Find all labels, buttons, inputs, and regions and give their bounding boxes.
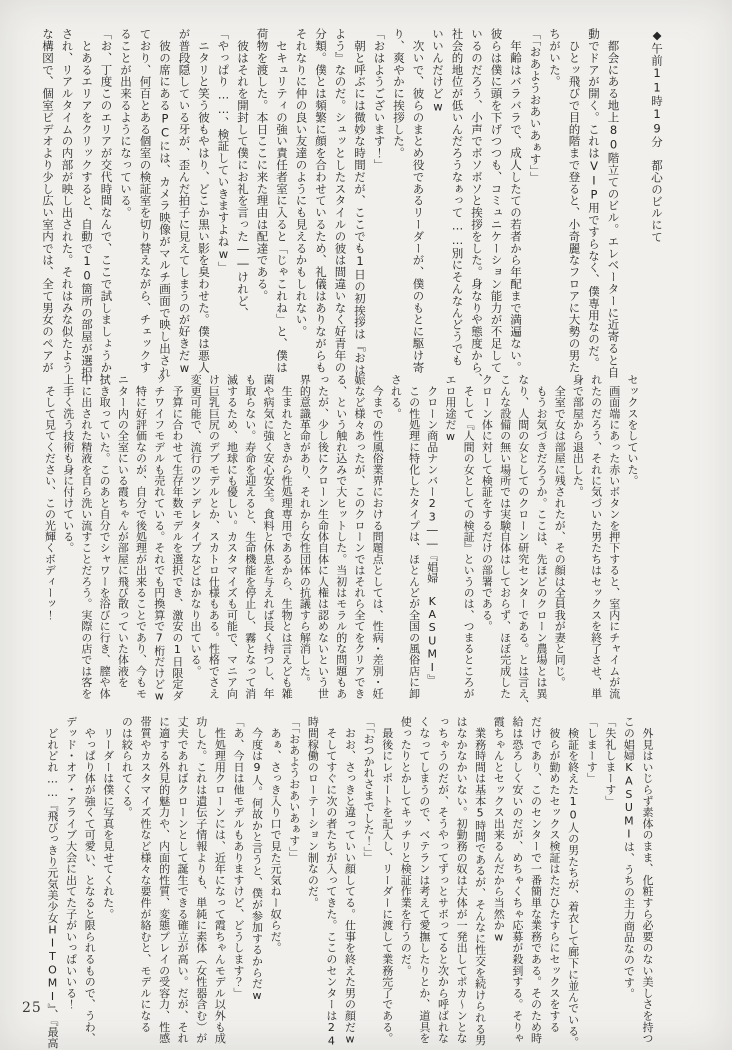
text-column: 社会的地位が低いんだろうなぁって……別にそんなんどうでも	[450, 28, 465, 367]
text-column: ており、何百とある個室の検証室を切り替えながら、チェックす	[138, 28, 153, 374]
text-column: ることが出来るようになっている。	[119, 28, 133, 219]
text-column: が普段隠している牙が、歪んだ拍子に見えてしまうのが好きだw	[177, 28, 192, 376]
text-column: リーダーは僕に写真を見せてくれた。	[101, 716, 115, 920]
text-column: も取らない。寿命を迎えると、生命機能を停止し、霧となって消	[243, 374, 257, 699]
text-column: 身で部屋から退出した。	[571, 374, 585, 498]
text-column: クローン体に対して検証をするだけの部署である。	[480, 374, 494, 632]
text-column: エロ用途だw	[443, 374, 457, 444]
text-column: 次いで、彼らのまとめ役であるリーダーが、僕のもとに駆け寄	[411, 28, 426, 374]
text-column: 「おはようございます！」	[372, 28, 387, 171]
text-column: 彼の席にあるPCには、カメラ映像がマルチ画面で映し出され	[158, 28, 172, 379]
text-column: 分類。僕とは頻繁に顔を合わせているため、礼儀はありながらも	[314, 28, 328, 374]
text-column: け巨乳巨尻のデブモデルとか、スカトロ仕様もある。性格でさえ	[207, 374, 221, 699]
text-column: り、爽やかに挨拶した。	[392, 28, 406, 159]
text-column: くなってしまうので、ベテランは考えて愛撫したりとか、道具を	[417, 716, 431, 1044]
text-column: 外見はいじらず素体のまま、化粧すら必要のない美しさを持つ	[641, 716, 654, 1044]
text-column: 「お、丁度このエリアが交代時間なんで、ここで試しましょうか」	[99, 28, 114, 385]
text-column: 給は恐ろしく安いのだが、めちゃくちゃ応募が殺到する。そりゃ	[510, 716, 524, 1044]
text-column: る、という触れ込みで大ヒットした。当初はモラル的な問題もあ	[334, 374, 348, 699]
text-column: セックスをしていた。	[626, 374, 639, 486]
text-column: 朝と呼ぶには微妙な時間だが、ここでも1日の初挨拶は『おは	[353, 28, 367, 376]
text-column: 菌や病気に強く安心安全。食料と休息を与えれば長く持つし、年	[261, 374, 275, 699]
text-column: 「「おあようおあいあぁす」」	[528, 28, 543, 184]
text-column: 都会にある地上80階立てのビル。エレベーターに近寄ると自	[606, 28, 621, 379]
text-column: ひとッ飛びで目的階まで登ると、小奇麗なフロアに大勢の男た	[567, 28, 582, 374]
text-column: そしてすぐに次の者たちが入ってきた。ここのセンターは24	[324, 716, 338, 1048]
text-column: 「あ、今日は他モデルもありますけど、どうします？」	[231, 716, 245, 999]
text-column: あぁ、さっき入り口で見た元気ねー奴らだ。	[269, 716, 283, 954]
text-column: 上手く洗う技術も身に付けている。	[61, 374, 75, 554]
text-column: だけであり、このセンターで一番簡単な業務である。そのため時	[529, 716, 543, 1044]
text-column: ニタリと笑う彼もやはり、どこか黒い影を臭わせた。僕は悪人	[197, 28, 211, 374]
text-column: こんな設備の無い場所では実験自体はしておらず、ほぼ完成した	[498, 374, 512, 699]
text-column: 全室で女は部屋に残されたが、その顔は全員我が妻と同じ。	[553, 374, 567, 688]
text-column: ったが、少し後にクローン生命体自体に人権は認めないという世	[316, 374, 330, 699]
text-column: 今度は9人。何故かと言うと、僕が参加するからだw	[250, 716, 264, 1003]
text-column: 滅するため、地球にも優しい。カスタマイズも可能で、マニア向	[225, 374, 239, 699]
text-column: 「「おあようおあいあぁす」」	[287, 716, 301, 864]
text-column: ちがいた。	[548, 28, 562, 88]
text-block-top	[38, 28, 667, 385]
text-column: おお、さっきと違っていい顔してる。仕事を終えた男の顔だw	[343, 716, 357, 1046]
text-column: 彼らは僕に頭を下げつつも、コミュニケーション能力が不足して	[489, 28, 504, 374]
text-column: っちゃうのだが、そうやってずっとサボってると次から呼ばれな	[436, 716, 450, 1044]
text-column: ッチワイフモデルも売れている。それでも円換算で7桁だけどw	[152, 374, 166, 703]
text-column: なり、人間の女としてのクローン研究センターである。とは言え、	[516, 374, 530, 710]
text-column: 彼はそれを開封して僕にお礼を言った――けれど、	[236, 28, 250, 319]
text-column: どれどれ……『飛びっきり元気美少女HITOMI』、『最高	[46, 716, 59, 1049]
text-column: 霞ちゃんとセックス出来るんだから当然かw	[492, 716, 506, 944]
text-column: 特に好評価なのが、自分で後処理が出来ることであり、今もモ	[134, 374, 148, 699]
text-column: 丈夫であればクローンとして誕生できる確立が高い。だが、それ	[176, 716, 190, 1044]
text-column: いるのだろう、小声でボソボソと挨拶をした。身なりや態度から、	[470, 28, 484, 385]
text-column: 「失礼しまーす」	[603, 716, 617, 807]
text-column: 功した。これは遺伝子情報よりも、単純に素体（女性器含む）が	[194, 716, 208, 1044]
text-column: される。	[389, 374, 403, 419]
text-column: クローン商品ナンバー23――『娼婦 KASUMI』	[425, 374, 439, 686]
text-column: 中に出された精液を自ら洗い流すことだろう。実際の店では客を	[79, 374, 93, 699]
text-column: とあるエリアをクリックすると、自動で10箇所の部屋が選択	[80, 28, 94, 379]
text-column: 年齢はバラバラで、成人したての若者から年配まで満遍ない。	[509, 28, 523, 374]
text-column: な構図で、個室ビデオより少し広い室内では、全て男女のペアが	[41, 28, 55, 374]
text-column: セキュリティの強い責任者室に入ると「じゃこれね」と、僕は	[275, 28, 289, 374]
text-column: 画面端にあった赤いボタンを押下すると、室内にチャイムが流	[607, 374, 621, 699]
text-column: はなかなかいない。初勤務の奴は大体が一発出してポカ〜ンとな	[455, 716, 469, 1044]
text-column: そして見てください、この光輝くボディーッ！	[43, 374, 57, 621]
text-column: 検証を終えた10人の男たちが、着衣して廊下に並んでいる。	[566, 716, 580, 1048]
text-column: に適する外見的魅力や、内面的性質、変態プレイの受容力、性感	[157, 716, 171, 1044]
text-column: 生まれたときから性処理専用であるから、生物とは言えども雑	[280, 374, 294, 699]
text-column: 「「おつかれさまでした！」」	[362, 716, 376, 864]
text-column: 娠など様々あったが、このクローンではそれら全てをクリアでき	[352, 374, 366, 699]
text-column: よう』なのだ。シュッとしたスタイルの彼は間違いなく好青年の	[333, 28, 348, 374]
text-column: この娼婦KASUMIは、うちの主力商品なのです。	[622, 716, 636, 1000]
text-column: 業務時間は基本5時間であるが、そんなに性交を続けられる男	[473, 716, 487, 1046]
text-column: 今までの性風俗業界における問題点としては、性病・差別・妊	[371, 374, 385, 699]
text-column: 予算に合わせて生存年数モデルを選択でき、激安の1日限定ダ	[170, 374, 184, 701]
text-column: 彼らが勤めたセックス検証はただひたすらにセックスをする	[548, 716, 562, 1033]
text-column: 「しまーす」	[585, 716, 599, 784]
text-column: のは絞られてくる。	[120, 716, 134, 818]
text-block-middle	[40, 374, 641, 712]
text-column: そして『人間の女としての検証』というのは、つまるところが	[462, 374, 476, 699]
text-column: デッド・オア・アライブ大会に出てた子がいっぱいいる！	[64, 716, 78, 1010]
text-column: もうお気づきだろうか。ここは、先ほどのクローン農場とは異	[534, 374, 548, 699]
text-column: れたのだろう、それに気づいた男たちはセックスを終了させ、単	[589, 374, 603, 699]
text-column: 拭き取っていた。このあと自分でシャワーを浴びに行き、膣や体	[98, 374, 112, 699]
text-column: この性処理に特化したタイプは、ほとんどが全国の風俗店に卸	[407, 374, 421, 699]
text-column: 最後にレポートを記入し、リーダーに渡して業務完了である。	[380, 716, 394, 1044]
text-column: 荷物を渡した。本日ここに来た理由は配達である。	[255, 28, 270, 302]
text-column: 時間稼働のローテーション制なのだ。	[306, 716, 320, 909]
text-column: 帯質やカスタマイズ性など様々な要件が絡むと、モデルになる	[138, 716, 152, 1033]
text-column: 界的意識革命があり、それから女性団体の抗議すら解消した。	[298, 374, 312, 688]
text-column: 「やっぱり……、検証していきますよねw」	[216, 28, 231, 274]
text-column: 性処理用クローンには、近年になって霞ちゃんモデル以外も成	[213, 716, 227, 1044]
text-column: 動でドアが開く。これはVIP用ですらなく、僕専用なのだ。	[587, 28, 601, 369]
text-column: やっぱり体が強くて可愛い、となると限られるもので、うわ、	[83, 716, 97, 1044]
text-column: それなりに仲の良い友達のようにも見えるかもしれない。	[294, 28, 309, 338]
page-number: 25	[22, 1000, 42, 1016]
section-heading: ◆午前11時19分 都心のビルにて	[650, 28, 664, 243]
text-column: 使ったりとかしてキッチリと検証作業を行うのだ。	[399, 716, 413, 976]
text-column: 変更可能で、流行のツンデレタイプなどはかなり出ている。	[189, 374, 203, 677]
text-block-bottom	[42, 716, 656, 1050]
text-column: いいんだけどw	[431, 28, 445, 114]
text-column: され、リアルタイムの内部が映し出された。それはみな似たよう	[60, 28, 75, 374]
text-column: ニター内の全室にいる霞ちゃんが部屋に飛び散っていた体液を	[116, 374, 130, 688]
